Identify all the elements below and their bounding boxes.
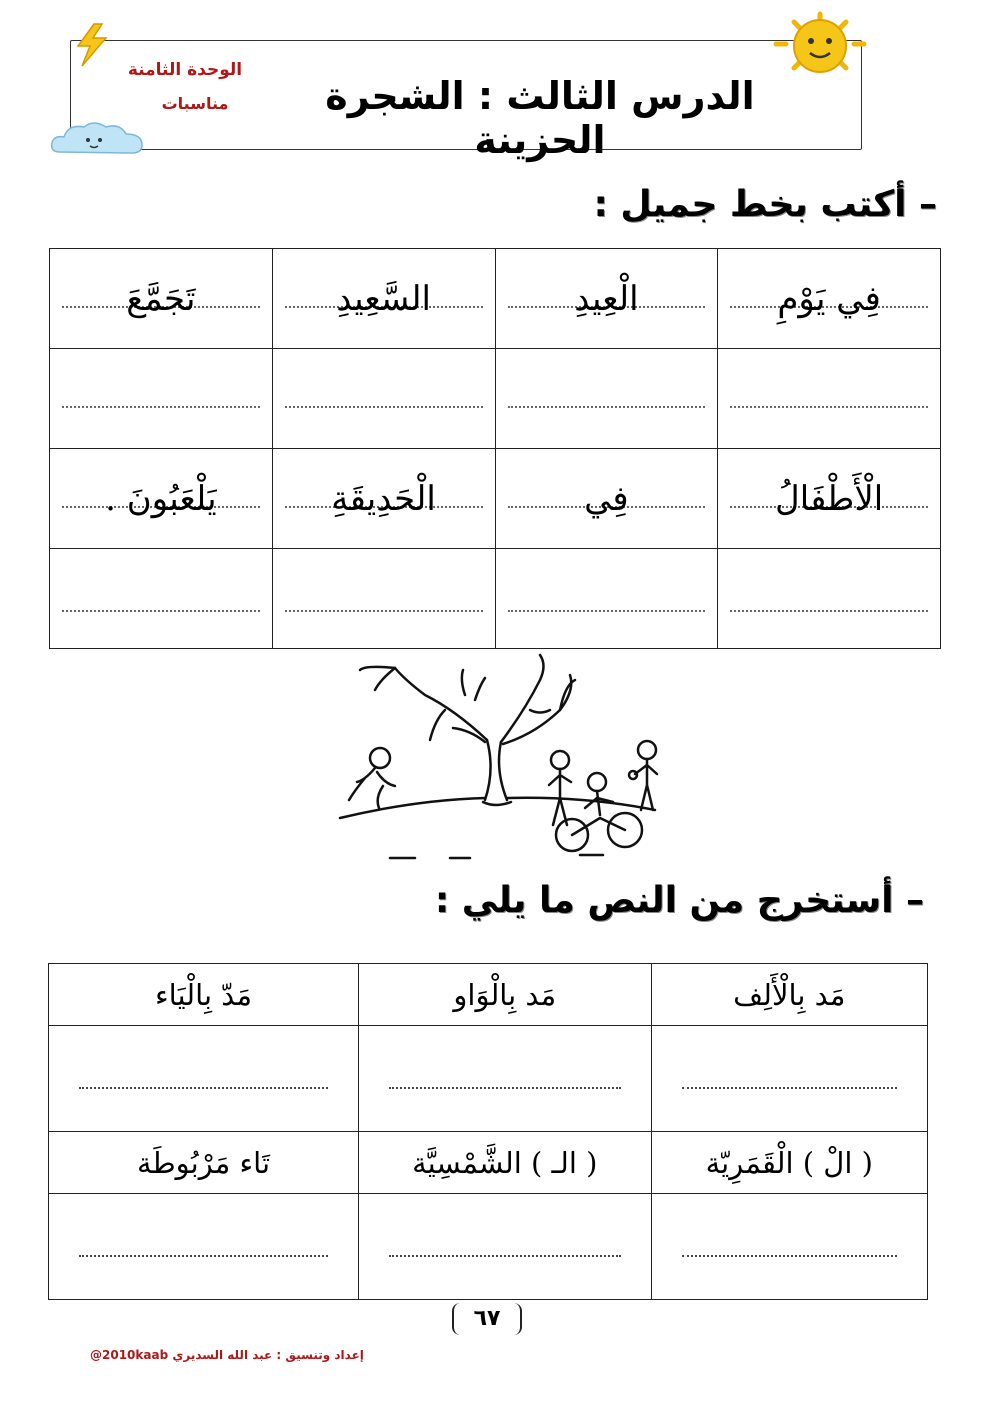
word-cell: [50, 449, 273, 549]
handwriting-table: [49, 248, 941, 649]
word: فِي: [584, 478, 629, 519]
category-cell: [49, 1132, 359, 1194]
cloud-icon: [48, 118, 148, 158]
writing-cell[interactable]: [50, 549, 273, 649]
unit-subtitle: مناسبات: [161, 94, 229, 113]
answer-cell[interactable]: [359, 1026, 652, 1132]
writing-cell[interactable]: [718, 549, 941, 649]
writing-cell[interactable]: [272, 349, 495, 449]
writing-cell[interactable]: [718, 349, 941, 449]
writing-cell[interactable]: [50, 349, 273, 449]
answer-cell[interactable]: [651, 1194, 927, 1300]
answer-line: [682, 1255, 897, 1257]
answer-line: [389, 1087, 621, 1089]
category-label: مَد بِالْوَاو: [453, 977, 557, 1012]
word: فِي يَوْمِ: [777, 278, 881, 319]
writing-row: [50, 549, 941, 649]
category-cell: [651, 964, 927, 1026]
answer-cell[interactable]: [49, 1194, 359, 1300]
word-row: [50, 249, 941, 349]
writing-line: [730, 406, 928, 408]
answer-cell[interactable]: [359, 1194, 652, 1300]
answer-line: [682, 1087, 897, 1089]
category-row: [49, 1132, 928, 1194]
writing-line: [730, 610, 928, 612]
category-cell: [359, 964, 652, 1026]
word: الْأَطْفَالُ: [775, 478, 884, 519]
writing-cell[interactable]: [495, 349, 718, 449]
handwriting-instruction: – أكتب بخط جميل :: [593, 184, 937, 225]
tree-illustration: [335, 650, 665, 865]
writing-line: [508, 610, 706, 612]
word: الْحَدِيقَةِ: [331, 478, 436, 519]
word: يَلْعَبُونَ .: [105, 478, 217, 519]
extract-instruction: – أستخرج من النص ما يلي :: [434, 880, 924, 921]
extract-table: [48, 963, 928, 1300]
writing-line: [285, 610, 483, 612]
category-cell: [49, 964, 359, 1026]
unit-title: الوحدة الثامنة: [127, 60, 243, 80]
lightning-icon: [72, 22, 112, 68]
word: تَجَمَّعَ: [126, 278, 196, 319]
writing-line: [508, 406, 706, 408]
answer-cell[interactable]: [49, 1026, 359, 1132]
word-cell: [495, 449, 718, 549]
writing-cell[interactable]: [495, 549, 718, 649]
author-credit: إعداد وتنسيق : عبد الله السديري 2010kaab@: [90, 1348, 364, 1362]
answer-line: [79, 1255, 328, 1257]
category-label: مَدّ بِالْيَاء: [155, 977, 252, 1012]
word-cell: [718, 249, 941, 349]
category-cell: [359, 1132, 652, 1194]
answer-line: [389, 1255, 621, 1257]
writing-line: [62, 610, 260, 612]
word: السَّعِيدِ: [336, 278, 431, 319]
answer-cell[interactable]: [651, 1026, 927, 1132]
word-cell: [50, 249, 273, 349]
answer-row: [49, 1026, 928, 1132]
word-cell: [495, 249, 718, 349]
word: الْعِيدِ: [574, 278, 639, 319]
word-cell: [272, 249, 495, 349]
category-label: تَاء مَرْبُوطَة: [137, 1145, 271, 1180]
answer-row: [49, 1194, 928, 1300]
category-row: [49, 964, 928, 1026]
word-cell: [718, 449, 941, 549]
category-label: ( الْ ) الْقَمَرِيّة: [705, 1145, 873, 1180]
word-row: [50, 449, 941, 549]
answer-line: [79, 1087, 328, 1089]
word-cell: [272, 449, 495, 549]
page-number: ٦٧: [452, 1303, 522, 1335]
writing-row: [50, 349, 941, 449]
category-label: ( الـ ) الشَّمْسِيَّة: [412, 1145, 598, 1180]
category-label: مَد بِالْأَلِف: [733, 977, 846, 1012]
lesson-title: الدرس الثالث : الشجرة الحزينة: [325, 74, 755, 162]
writing-line: [62, 406, 260, 408]
writing-line: [285, 406, 483, 408]
category-cell: [651, 1132, 927, 1194]
writing-cell[interactable]: [272, 549, 495, 649]
